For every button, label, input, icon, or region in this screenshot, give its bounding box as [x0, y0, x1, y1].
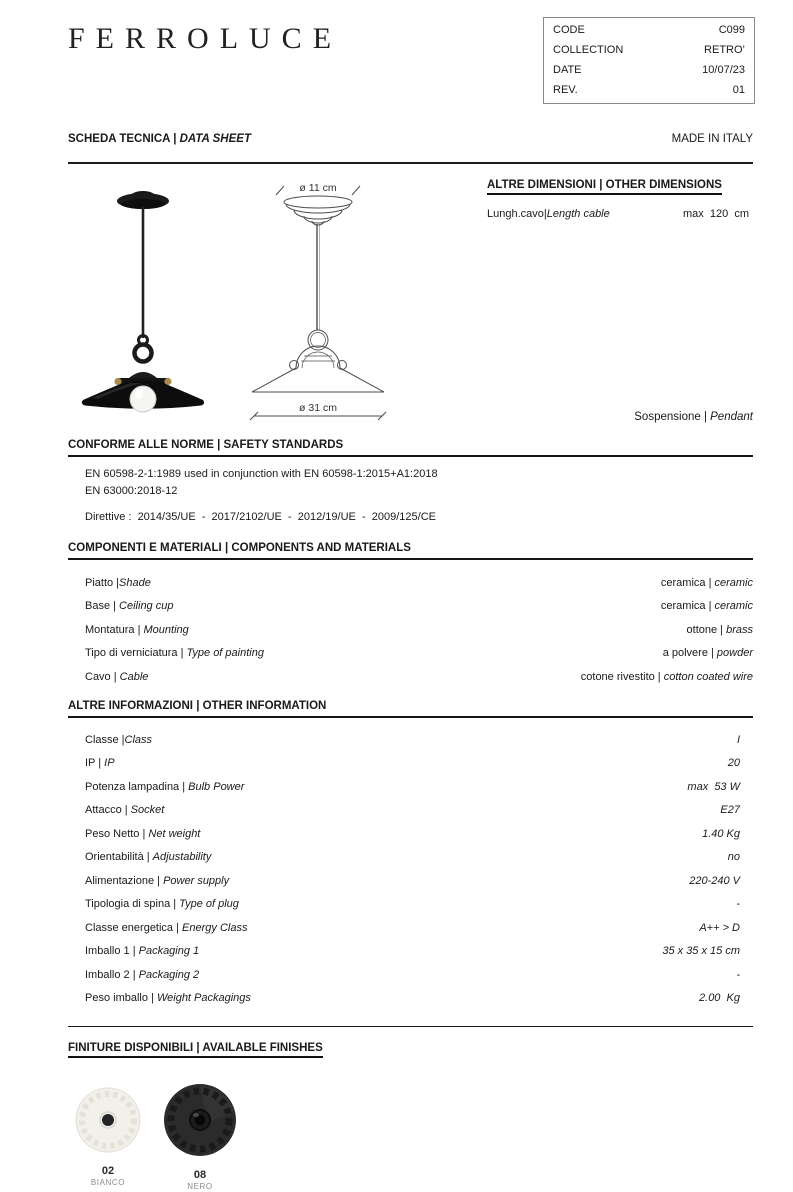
- table-row: [85, 595, 753, 619]
- finish-swatch-nero: [160, 1082, 240, 1191]
- info-label-it: Orientabilità |: [85, 851, 153, 864]
- component-label-it: Base |: [85, 600, 120, 613]
- component-value-en: ceramic: [714, 576, 753, 589]
- info-label-en: Class: [124, 733, 153, 746]
- component-value-it: a polvere |: [662, 647, 717, 660]
- safety-standards-heading: CONFORME ALLE NORME | SAFETY STANDARDS: [68, 439, 753, 457]
- cable-length-value: max 120 cm: [682, 208, 749, 220]
- info-label-it: Peso Netto |: [85, 827, 149, 840]
- info-label-it: Peso imballo |: [85, 992, 157, 1005]
- info-value: 1.40 Kg: [702, 827, 740, 840]
- header-divider: [68, 162, 753, 164]
- component-label: [85, 577, 151, 589]
- component-value-it: ceramica |: [660, 576, 715, 589]
- info-label-it: Classe energetica |: [85, 921, 183, 934]
- info-row-rev: [553, 81, 745, 100]
- table-row: [85, 987, 753, 1011]
- component-label-en: Mounting: [143, 623, 189, 636]
- component-label-en: Shade: [119, 576, 151, 589]
- info-label: [85, 828, 200, 840]
- component-label-it: Piatto |: [85, 576, 120, 589]
- info-label: [85, 969, 199, 981]
- info-label: [85, 734, 152, 746]
- info-value: 220-240 V: [689, 874, 740, 887]
- product-type-it: Sospensione |: [634, 411, 711, 423]
- table-row: [85, 571, 753, 595]
- info-label: [85, 757, 115, 769]
- other-dimensions-section: [487, 179, 753, 220]
- info-value: 20: [727, 757, 740, 770]
- cable-length-label-it: Lungh.cavo|: [487, 208, 547, 220]
- rev-value: 01: [732, 83, 745, 96]
- info-row-code: [553, 21, 745, 40]
- info-label-en: Type of plug: [179, 898, 239, 911]
- table-row: [85, 869, 753, 893]
- other-information-table: [85, 728, 753, 1010]
- ferroluce-logo: FERROLUCE: [68, 22, 343, 55]
- cable-length-label-en: Length cable: [546, 208, 610, 220]
- component-value: [687, 624, 753, 636]
- info-label: [85, 922, 247, 934]
- table-row: [85, 642, 753, 666]
- info-value: -: [736, 968, 740, 981]
- info-label-en: Weight Packagings: [156, 992, 251, 1005]
- directives-line: Direttive : 2014/35/UE - 2017/2102/UE - 2012/19/UE - 2009/125/CE: [85, 511, 436, 523]
- component-label: [85, 671, 148, 683]
- info-value: 2.00 Kg: [699, 992, 740, 1005]
- component-label-en: Ceiling cup: [119, 600, 174, 613]
- component-label-en: Type of painting: [186, 647, 264, 660]
- finish-code: 02: [101, 1165, 115, 1177]
- info-value: max 53 W: [687, 780, 740, 793]
- product-type-en: Pendant: [710, 411, 753, 423]
- table-row: [85, 916, 753, 940]
- component-value-it: ottone |: [686, 623, 727, 636]
- component-label-it: Montatura |: [85, 623, 144, 636]
- safety-standards-lines: [85, 466, 438, 500]
- rev-label: REV.: [553, 83, 578, 96]
- info-value: A++ > D: [699, 921, 740, 934]
- code-label: CODE: [553, 24, 585, 37]
- info-label: [85, 945, 199, 957]
- info-label-en: Packaging 1: [138, 945, 200, 958]
- info-value: no: [727, 851, 740, 864]
- info-value: I: [736, 733, 740, 746]
- component-value-en: brass: [726, 623, 753, 636]
- component-value-it: ceramica |: [660, 600, 715, 613]
- component-value: [661, 577, 753, 589]
- finishes-heading: FINITURE DISPONIBILI | AVAILABLE FINISHES: [68, 1042, 323, 1058]
- info-label-en: Packaging 2: [138, 968, 200, 981]
- info-box: [543, 17, 755, 104]
- component-label-it: Tipo di verniciatura |: [85, 647, 187, 660]
- info-label-en: Bulb Power: [188, 780, 245, 793]
- date-value: 10/07/23: [702, 63, 745, 76]
- info-value: E27: [720, 804, 740, 817]
- info-label-it: Alimentazione |: [85, 874, 164, 887]
- dimension-label-bottom: ø 31 cm: [299, 402, 337, 414]
- table-row: [85, 752, 753, 776]
- info-label: [85, 875, 229, 887]
- info-row-collection: [553, 41, 745, 60]
- component-value-en: cotton coated wire: [663, 670, 753, 683]
- table-row: [85, 665, 753, 689]
- component-value: [661, 600, 753, 612]
- cable-length-label: [487, 208, 610, 220]
- title-row: [68, 133, 753, 145]
- date-label: DATE: [553, 63, 582, 76]
- table-row: [85, 846, 753, 870]
- info-label-it: Attacco |: [85, 804, 131, 817]
- dimension-label-top: ø 11 cm: [299, 182, 337, 194]
- page-title-it: SCHEDA TECNICA |: [68, 133, 180, 145]
- table-row: [85, 728, 753, 752]
- technical-drawing-pendant: [246, 178, 390, 423]
- info-row-date: [553, 61, 745, 80]
- table-row: [85, 799, 753, 823]
- info-label-en: Adjustability: [152, 851, 212, 864]
- product-photo-pendant-lamp: [80, 188, 216, 418]
- table-row: [85, 893, 753, 917]
- info-label-it: Tipologia di spina |: [85, 898, 180, 911]
- finish-name: BIANCO: [90, 1178, 126, 1187]
- info-value: -: [736, 898, 740, 911]
- safety-line-1: EN 60598-2-1:1989 used in conjunction with EN 60598-1:2015+A1:2018: [85, 468, 438, 480]
- info-value: 35 x 35 x 15 cm: [662, 945, 740, 958]
- table-row: [85, 775, 753, 799]
- component-value: [663, 647, 753, 659]
- info-label-it: Potenza lampadina |: [85, 780, 189, 793]
- page-title-en: DATA SHEET: [179, 133, 251, 145]
- component-label-en: Cable: [119, 670, 149, 683]
- cable-length-row: [487, 208, 753, 220]
- collection-label: COLLECTION: [553, 44, 624, 57]
- table-row: [85, 963, 753, 987]
- table-row: [85, 822, 753, 846]
- components-table: [85, 571, 753, 689]
- info-label-it: IP |: [85, 757, 105, 770]
- info-label: [85, 804, 164, 816]
- footer-divider: [68, 1026, 753, 1027]
- finish-swatch-bianco: [74, 1086, 142, 1187]
- component-label: [85, 600, 173, 612]
- safety-line-2: EN 63000:2018-12: [85, 485, 178, 497]
- components-heading: COMPONENTI E MATERIALI | COMPONENTS AND MATERIALS: [68, 542, 753, 560]
- component-label: [85, 624, 189, 636]
- collection-value: RETRO’: [704, 44, 745, 57]
- finish-name: NERO: [187, 1182, 213, 1191]
- info-label-it: Imballo 2 |: [85, 968, 139, 981]
- finish-sample-white-icon: [74, 1086, 142, 1154]
- component-label-it: Cavo |: [85, 670, 120, 683]
- finish-sample-black-icon: [160, 1082, 240, 1158]
- info-label-en: Energy Class: [182, 921, 248, 934]
- info-label: [85, 781, 244, 793]
- table-row: [85, 618, 753, 642]
- info-label-en: IP: [104, 757, 115, 770]
- info-label-en: Socket: [130, 804, 165, 817]
- table-row: [85, 940, 753, 964]
- code-value: C099: [718, 24, 745, 37]
- component-label: [85, 647, 264, 659]
- info-label-it: Imballo 1 |: [85, 945, 139, 958]
- info-label: [85, 851, 211, 863]
- component-value-en: powder: [716, 647, 753, 660]
- page-title: [68, 133, 251, 145]
- other-dimensions-heading: ALTRE DIMENSIONI | OTHER DIMENSIONS: [487, 179, 722, 195]
- made-in-italy-label: MADE IN ITALY: [671, 133, 753, 145]
- finish-code: 08: [193, 1169, 207, 1181]
- info-label-en: Power supply: [163, 874, 230, 887]
- info-label-it: Classe |: [85, 733, 125, 746]
- component-value: [581, 671, 753, 683]
- component-value-en: ceramic: [714, 600, 753, 613]
- info-label: [85, 898, 239, 910]
- info-label-en: Net weight: [148, 827, 201, 840]
- other-information-heading: ALTRE INFORMAZIONI | OTHER INFORMATION: [68, 700, 753, 718]
- component-value-it: cotone rivestito |: [580, 670, 664, 683]
- info-label: [85, 992, 251, 1004]
- product-type-label: [68, 411, 753, 423]
